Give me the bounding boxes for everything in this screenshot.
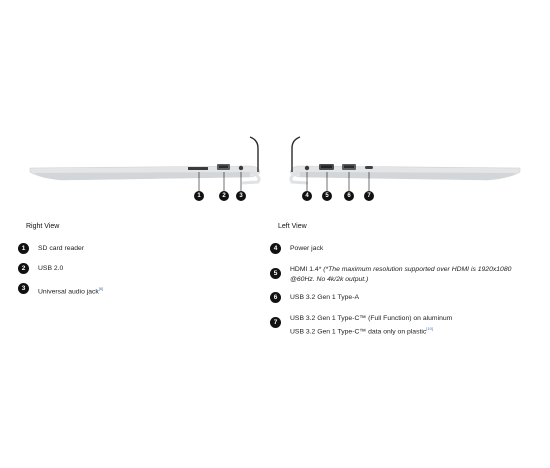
- item-label-wrap: [38, 284, 103, 297]
- callout-6: 6: [344, 191, 354, 201]
- sd-card-slot-shape: [188, 167, 208, 170]
- list-item-audio-jack: [18, 284, 103, 297]
- item-label-wrap: [290, 314, 452, 337]
- left-view-title: Left View: [278, 223, 307, 230]
- badge-6: 6: [270, 292, 281, 303]
- badge-5: 5: [270, 268, 281, 279]
- power-jack-shape: [305, 166, 309, 170]
- hdmi-note: (*The maximum resolution supported over HDMI is 1920x1080: [323, 266, 512, 273]
- list-item-hdmi: [270, 265, 511, 285]
- badge-7: 7: [270, 317, 281, 328]
- item-label: USB 2.0: [38, 265, 64, 272]
- list-item-usb2: [18, 264, 63, 274]
- item-label: USB 3.2 Gen 1 Type-C™ (Full Function) on aluminum: [290, 315, 453, 322]
- callout-1: 1: [194, 191, 204, 201]
- audio-jack-shape: [239, 166, 243, 170]
- laptop-left-side-image: [290, 137, 520, 192]
- badge-2: 2: [18, 263, 29, 274]
- badge-3: 3: [18, 283, 29, 294]
- badge-1: 1: [18, 243, 29, 254]
- item-label: HDMI 1.4*: [290, 266, 324, 273]
- list-item-sd-card-reader: [18, 244, 84, 254]
- callout-5: 5: [322, 191, 332, 201]
- hdmi-note-cont: @60Hz. No 4k/2k output.): [290, 276, 369, 283]
- item-label-2: USB 3.2 Gen 1 Type-C™ data only on plastic: [290, 328, 427, 336]
- badge-4: 4: [270, 243, 281, 254]
- list-item-usb-a: [270, 293, 359, 303]
- right-view-title: Right View: [26, 223, 60, 230]
- list-item-usb-c: [270, 314, 452, 337]
- footnote-ref-link[interactable]: [6]: [98, 286, 104, 291]
- laptop-right-side-image: [30, 137, 260, 192]
- item-label: Power jack: [290, 245, 324, 252]
- item-label-wrap: [290, 265, 511, 285]
- usb-c-port-shape: [365, 166, 373, 169]
- item-label: Universal audio jack: [38, 288, 99, 296]
- item-label: SD card reader: [38, 245, 85, 252]
- callout-3: 3: [236, 191, 246, 201]
- footnote-ref-link[interactable]: [10]: [426, 326, 433, 331]
- callout-4: 4: [302, 191, 312, 201]
- item-label: USB 3.2 Gen 1 Type-A: [290, 294, 360, 301]
- list-item-power-jack: [270, 244, 323, 254]
- callout-2: 2: [219, 191, 229, 201]
- callout-7: 7: [364, 191, 374, 201]
